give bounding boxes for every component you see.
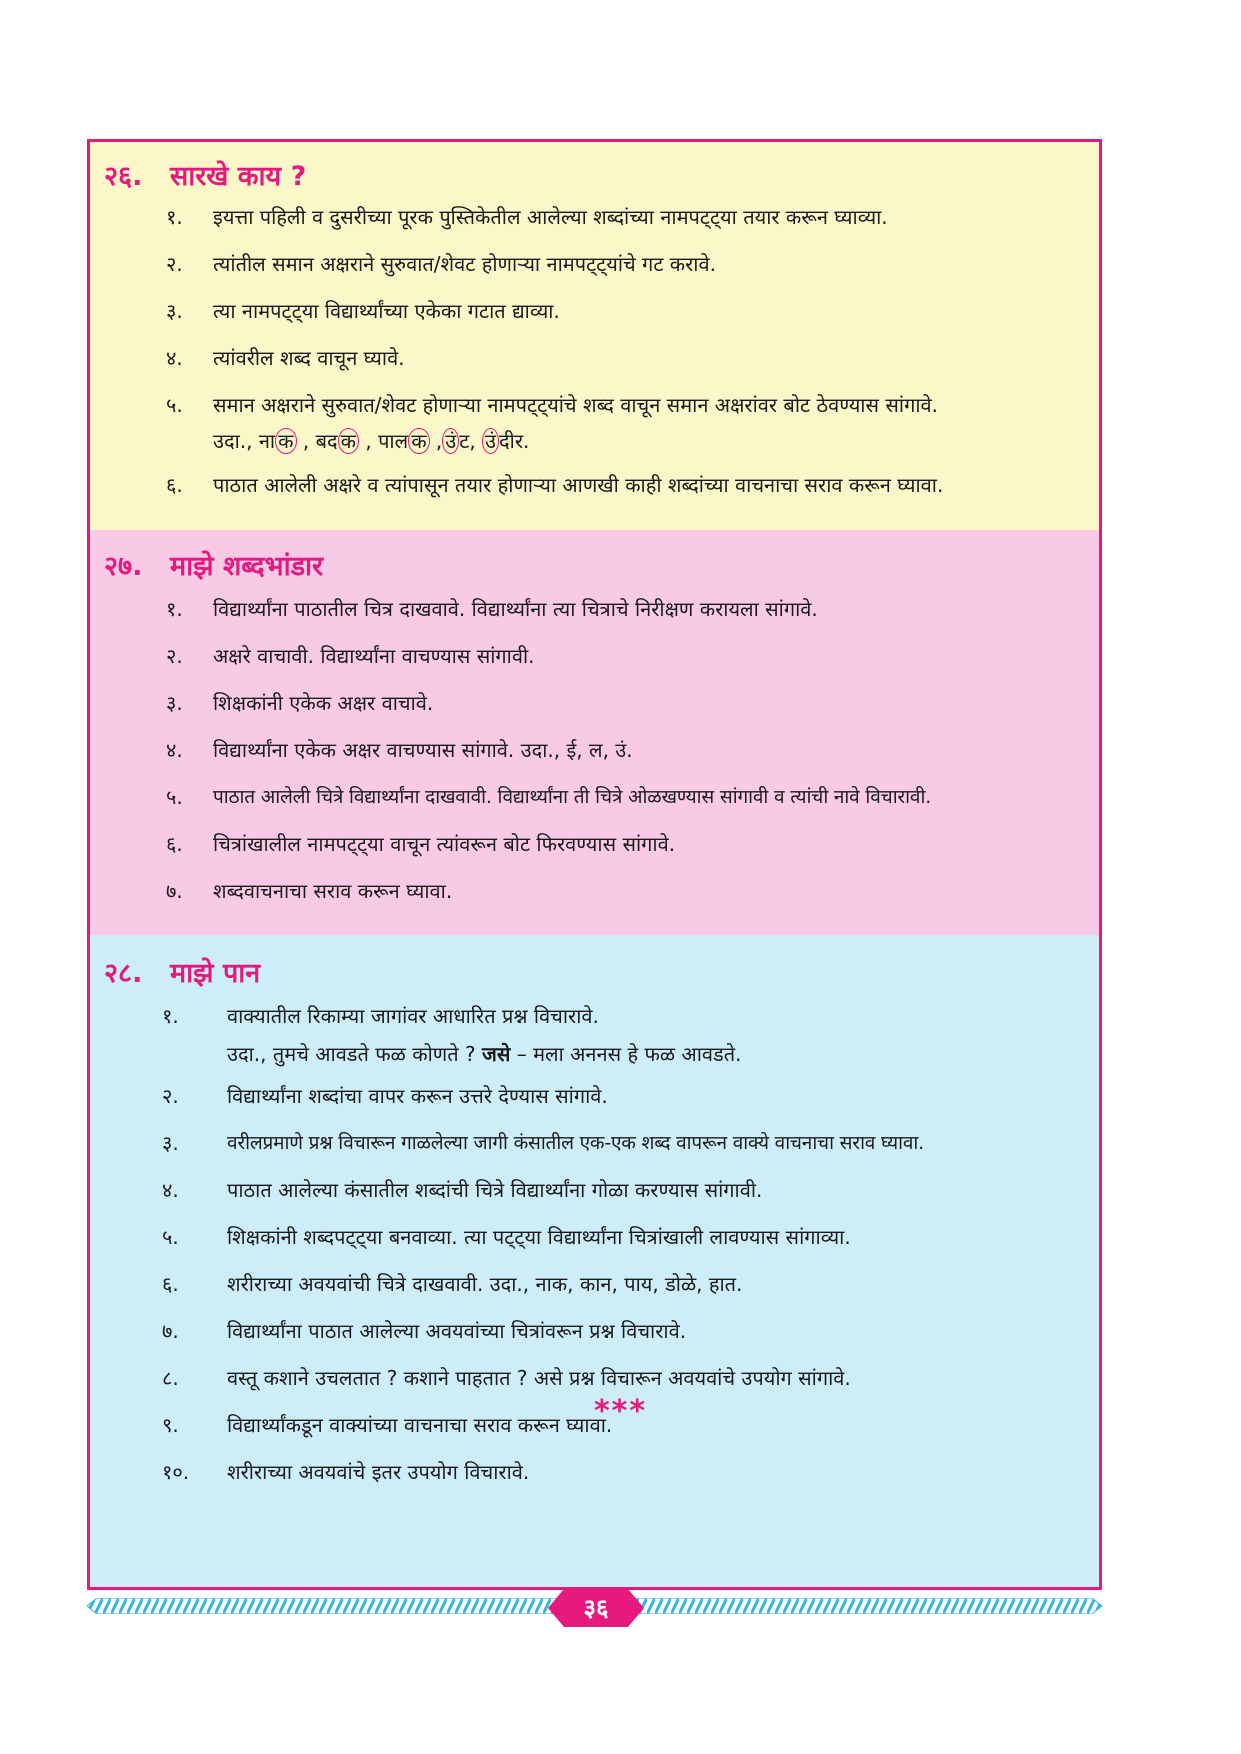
content-frame [87,139,1102,1590]
section-28-heading [104,953,260,990]
list-item [90,1455,1099,1502]
list-item [90,1220,1099,1267]
item-text: समान अक्षराने सुरुवात/शेवट होणाऱ्या नामपट्ट्यांचे शब्द वाचून समान अक्षरांवर बोट ठेवण्यास सांगावे. [213,393,938,417]
item-text: विद्यार्थ्यांना एकेक अक्षर वाचण्यास सांगावे. उदा., ई, ल, उं. [213,738,633,762]
item-number: ३. [166,299,183,323]
example-line: उदा., तुमचे आवडते फळ कोणते ? जसे – मला अननस हे फळ आवडते. [227,1042,742,1066]
item-text: चित्रांखालील नामपट्ट्या वाचून त्यांवरून बोट फिरवण्यास सांगावे. [213,832,676,856]
item-number: ४. [162,1178,179,1202]
list-item [90,1079,1099,1126]
section-26-list [90,200,1099,515]
item-number: १. [166,597,183,621]
section-number: २७. [104,551,143,582]
item-text: त्यांवरील शब्द वाचून घ्यावे. [213,346,405,370]
item-number: ५. [162,1225,179,1249]
list-item [90,468,1099,515]
item-text: विद्यार्थ्यांना शब्दांचा वापर करून उत्तरे देण्यास सांगावे. [227,1084,608,1108]
item-text: शिक्षकांनी शब्दपट्ट्या बनवाव्या. त्या पट्ट्या विद्यार्थ्यांना चित्रांखाली लावण्यास सांगाव्या. [227,1225,851,1249]
list-item [90,780,1099,827]
item-number: ६. [166,832,183,856]
item-number: ६. [162,1272,179,1296]
section-number: २८. [104,958,143,989]
circled-letter: क [408,428,429,454]
item-text: त्या नामपट्ट्या विद्यार्थ्यांच्या एकेका गटात द्याव्या. [213,299,560,323]
list-item [90,733,1099,780]
item-number: ४. [166,738,183,762]
item-text: शिक्षकांनी एकेक अक्षर वाचावे. [213,691,434,715]
item-number: ८. [162,1366,179,1390]
circled-letter: क [275,428,296,454]
list-item [90,247,1099,294]
list-item [90,686,1099,733]
item-number: ४. [166,346,183,370]
list-item [90,294,1099,341]
section-number: २६. [104,161,143,192]
page-number: ३६ [583,1594,609,1622]
list-item [90,1173,1099,1220]
item-text: वरीलप्रमाणे प्रश्न विचारून गाळलेल्या जागी कंसातील एक-एक शब्द वापरून वाक्ये वाचनाचा सराव घ्यावा. [227,1132,924,1154]
section-28 [90,935,1099,1590]
list-item [90,592,1099,639]
section-26 [90,142,1099,530]
item-text: विद्यार्थ्यांकडून वाक्यांच्या वाचनाचा सराव करून घ्यावा. [227,1413,613,1437]
list-item [90,341,1099,388]
item-text: पाठात आलेली अक्षरे व त्यांपासून तयार होणाऱ्या आणखी काही शब्दांच्या वाचनाचा सराव करून घ्यावा. [213,473,944,497]
item-number: ७. [166,879,183,903]
item-number: ७. [162,1319,179,1343]
circled-letter: उं [442,428,459,454]
end-mark: *** [593,1394,648,1429]
item-number: ५. [166,785,183,809]
item-text: विद्यार्थ्यांना पाठात आलेल्या अवयवांच्या चित्रांवरून प्रश्न विचारावे. [227,1319,687,1343]
item-text: वाक्यातील रिकाम्या जागांवर आधारित प्रश्न विचारावे. [227,1004,599,1028]
item-text: शब्दवाचनाचा सराव करून घ्यावा. [213,879,453,903]
item-number: २. [166,644,183,668]
item-number: ३. [162,1131,179,1155]
section-title: सारखे काय ? [170,161,307,192]
section-27-heading [104,546,323,583]
list-item [90,874,1099,921]
item-number: ६. [166,473,183,497]
list-item [90,999,1099,1079]
item-number: ५. [166,393,183,417]
item-number: ३. [166,691,183,715]
section-title: माझे शब्दभांडार [170,551,324,582]
example-line: उदा., ना क , बद क , पाल क , उं ट, उं दीर. [213,429,530,453]
list-item [90,200,1099,247]
section-27 [90,530,1099,935]
item-text: शरीराच्या अवयवांचे इतर उपयोग विचारावे. [227,1460,530,1484]
item-number: २. [166,252,183,276]
item-text: पाठात आलेल्या कंसातील शब्दांची चित्रे विद्यार्थ्यांना गोळा करण्यास सांगावी. [227,1178,763,1202]
section-26-heading [104,156,306,193]
list-item [90,1267,1099,1314]
section-27-list [90,592,1099,921]
item-number: १०. [162,1460,190,1484]
item-number: २. [162,1084,179,1108]
item-text: विद्यार्थ्यांना पाठातील चित्र दाखवावे. विद्यार्थ्यांना त्या चित्राचे निरीक्षण करायला सांगावे. [213,597,818,621]
item-text: अक्षरे वाचावी. विद्यार्थ्यांना वाचण्यास सांगावी. [213,644,535,668]
circled-letter: उं [482,428,499,454]
item-number: १. [162,1004,179,1028]
item-text: इयत्ता पहिली व दुसरीच्या पूरक पुस्तिकेतील आलेल्या शब्दांच्या नामपट्ट्या तयार करून घ्याव्या. [213,205,888,229]
item-number: ९. [162,1413,179,1437]
list-item [90,1314,1099,1361]
item-text: वस्तू कशाने उचलतात ? कशाने पाहतात ? असे प्रश्न विचारून अवयवांचे उपयोग सांगावे. [227,1366,851,1390]
item-text: पाठात आलेली चित्रे विद्यार्थ्यांना दाखवावी. विद्यार्थ्यांना ती चित्रे ओळखण्यास सांगावी व त्यांची नावे विचारावी. [213,786,932,808]
item-text: त्यांतील समान अक्षराने सुरुवात/शेवट होणाऱ्या नामपट्ट्यांचे गट करावे. [213,252,716,276]
circled-letter: क [338,428,359,454]
list-item [90,827,1099,874]
section-title: माझे पान [170,958,261,989]
list-item [90,388,1099,468]
item-number: १. [166,205,183,229]
list-item [90,639,1099,686]
item-text: शरीराच्या अवयवांची चित्रे दाखवावी. उदा., नाक, कान, पाय, डोळे, हात. [227,1272,743,1296]
list-item [90,1126,1099,1173]
